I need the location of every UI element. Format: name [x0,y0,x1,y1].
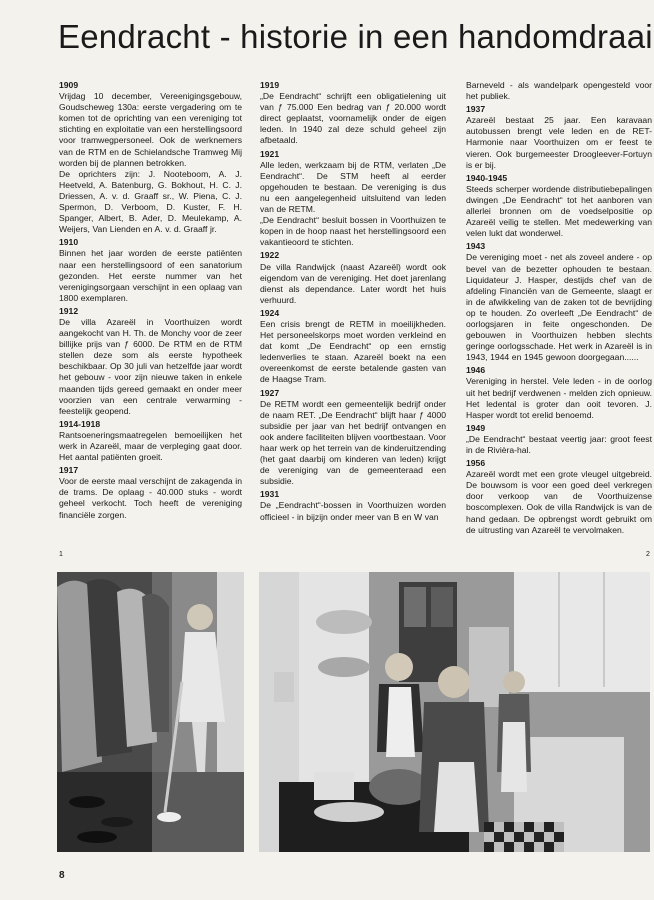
photo-kitchen [259,572,650,852]
paragraph: Voor de eerste maal verschijnt de zakagenda in de trams. De oplaag - 40.000 stuks - wordt geheel verkocht. Toch heeft de vereniging financiële zorgen. [59,476,242,520]
year-heading: 1927 [260,387,280,398]
text-column-1 [59,80,242,521]
paragraph: Steeds scherper wordende distributiebepalingen dwingen „De Eendracht“ tot het aanboren van allerlei bronnen om de voedselpositie op Azareël veilig te stellen. Met medewerking van velen lukt dat wonderwel. [466,183,652,239]
paragraph: Barneveld - als wandelpark opengesteld voor het publiek. [466,80,652,102]
paragraph: De vereniging moet - net als zoveel andere - op bevel van de bezetter ophouden te bestaan. Liquidateur J. Hasper, destijds chef van de afdeling Financiën van de Gemeente, slaagt er in de afwikkeling van de zaken tot de bevrijding op te houden. Zo overleeft „De Eendracht“ de oorlogsjaren in feite ongeschonden. De gebouwen in Voorthuizen hebben slechts geringe oorlogsschade. Het werk in Azareël is in 1943, 1944 en 1945 gewoon doorgegaan...... [466,252,652,363]
paragraph: „De Eendracht“ bestaat veertig jaar: groot feest in de Rivièra-hal. [466,433,652,455]
page-title: Eendracht - historie in een handomdraai [58,18,653,55]
year-heading: 1914-1918 [59,418,101,429]
paragraph: Rantsoeneringsmaatregelen bemoeilijken het werk in Azareël, maar de verpleging gaat door. Het aantal patiënten groeit. [59,429,242,463]
year-heading: 1921 [260,148,280,159]
paragraph: De RETM wordt een gemeentelijk bedrijf onder de naam RET. „De Eendracht“ blijft haar ƒ 4000 subsidie per jaar van het bedrijf ontvangen en ook andere faciliteiten blijven voortbestaan. Voor haar werk op het terrein van de kinderuitzending (het gaat daarbij om kinderen van leden) krijgt de vereniging van de gemeenteraad een subsidie. [260,398,446,487]
year-heading: 1910 [59,237,79,248]
paragraph: „De Eendracht“ schrijft een obligatielening uit van ƒ 75.000 Een bedrag van ƒ 20.000 wordt direct geplaatst, voornamelijk onder de eigen leden. In 1940 zal deze schuld geheel zijn afbetaald. [260,91,446,146]
year-heading: 1924 [260,307,280,318]
paragraph: De „Eendracht“-bossen in Voorthuizen worden officieel - in bijzijn onder meer van B en W van [260,500,446,522]
year-heading: 1937 [466,104,486,115]
paragraph: „De Eendracht“ besluit bossen in Voorthuizen te kopen in de hoop naast het herstellingsoord een vakantieoord te stichten. [260,215,446,248]
paragraph: Binnen het jaar worden de eerste patiënten naar een herstellingsoord of een sanatorium gezonden. Het eerste nummer van het verenigingsorgaan verschijnt in een oplaag van 1800 exemplaren. [59,248,242,303]
year-heading: 1943 [466,241,486,252]
paragraph: Azareël wordt met een grote vleugel uitgebreid. De bouwsom is voor een goed deel verkregen door verkoop van de Voorthuizense boscomplexen. Ook de villa Randwijck is van de hand gedaan. De opbrengst wordt gebruikt om de uitrusting van Azareël te vervolmaken. [466,469,652,535]
year-heading: 1909 [59,80,79,90]
paragraph: Vrijdag 10 december, Vereenigingsgebouw, Goudscheweg 130a: eerste vergadering om te komen tot de oprichting van een vereniging tot stichting en exploitatie van een herstellingsoord voor tramwegpersoneel. Ook de werknemers van de RTM en de Schielandsche Tramweg Mij worden bij de plannen betrokken. [59,91,242,168]
photo-caption-number-1: 1 [59,551,63,558]
paragraph: De villa Azareël in Voorthuizen wordt aangekocht van H. Th. de Monchy voor de zeer billijke prijs van ƒ 6000. De RTM en de RTM stellen deze som als eerste hypotheek beschikbaar. Op 30 juli van hetzelfde jaar wordt het gebouw - voor zijn nieuwe taken in enkele maanden tijds gereed gemaakt en onder meer voorzien van een centrale verwarming - feestelijk geopend. [59,316,242,416]
paragraph: Azareël bestaat 25 jaar. Een karavaan autobussen brengt vele leden en de RET-Harmonie naar Voorthuizen om er feest te vieren. Ook burgemeester Droogleever-Fortuyn is er bij. [466,115,652,170]
year-heading: 1946 [466,365,486,376]
year-heading: 1917 [59,465,79,476]
text-column-2 [260,80,446,523]
year-heading: 1931 [260,489,280,500]
paragraph: Een crisis brengt de RETM in moeilijkheden. Het personeelskorps moet worden verkleind en dat komt „De Eendracht“ op een ernstig ledenverlies te staan. Azareël boekt na een overeenkomst de eerste betalende gasten van de Haagse Tram. [260,318,446,385]
paragraph: Vereniging in herstel. Vele leden - in de oorlog uit het bedrijf verdwenen - melden zich opnieuw. Het ledental is groter dan ooit tevoren. J. Hasper wordt tot erelid benoemd. [466,376,652,420]
year-heading: 1922 [260,250,280,261]
text-column-3 [466,80,652,536]
year-heading: 1940-1945 [466,172,508,183]
page-number: 8 [59,870,65,881]
photo-hallway-vacuuming [57,572,244,852]
paragraph: De oprichters zijn: J. Nooteboom, A. J. Heetveld, A. Batenburg, G. Bokhout, H. C. J. Driessen, A. v. d. Graaff sr., W. Piena, C. J. Spermon, D. Verboom, D. Kuster, F. H. Spanger, Albert, B. Ader, D. Meulekamp, A. Weijers, Van Lienden en A. v. d. Graaff jr. [59,168,242,235]
year-heading: 1919 [260,80,280,90]
year-heading: 1912 [59,305,79,316]
paragraph: De villa Randwijck (naast Azareël) wordt ook eigendom van de vereniging. Het doet jarenlang dienst als dependance. Later wordt het huis verhuurd. [260,261,446,305]
year-heading: 1956 [466,458,486,469]
year-heading: 1949 [466,422,486,433]
paragraph: Alle leden, werkzaam bij de RTM, verlaten „De Eendracht“. De STM heeft al eerder opgehouden te bestaan. De vereniging is dus nu een aangelegenheid uitsluitend van leden van de RETM. [260,159,446,215]
photo-caption-number-2: 2 [646,551,650,558]
